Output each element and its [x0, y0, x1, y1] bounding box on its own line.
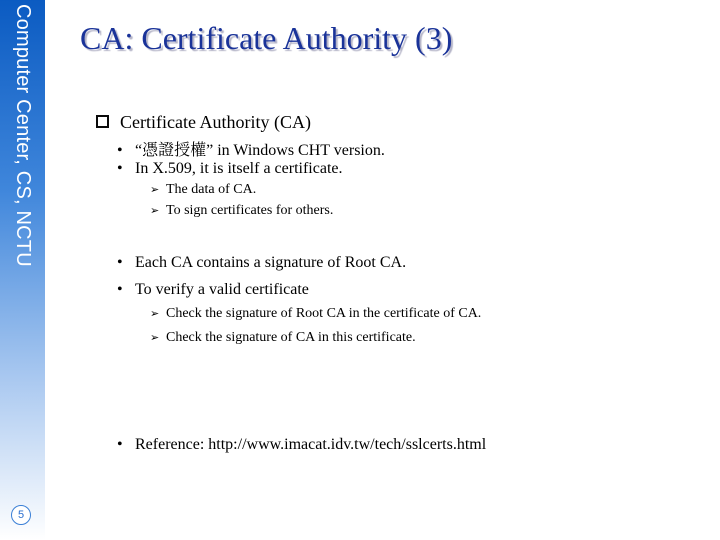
list-item	[117, 160, 342, 178]
arrow-bullet-icon: ➢	[150, 183, 160, 196]
sidebar-text: Computer Center, CS, NCTU	[12, 4, 34, 267]
list-item-text: “憑證授權” in Windows CHT version.	[135, 142, 385, 159]
list-item	[117, 436, 486, 454]
sub-list-item-text: Check the signature of Root CA in the certificate of CA.	[166, 306, 482, 321]
sub-list-item-text: The data of CA.	[166, 182, 257, 197]
section-heading-row	[96, 112, 311, 133]
section-heading: Certificate Authority (CA)	[120, 112, 311, 132]
bullet-icon: •	[117, 160, 123, 177]
arrow-bullet-icon: ➢	[150, 307, 160, 320]
list-item-text: To verify a valid certificate	[135, 281, 309, 298]
sub-list-item	[150, 182, 256, 198]
checkbox-bullet-icon	[96, 115, 109, 128]
bullet-icon: •	[117, 254, 123, 271]
slide-title: CA: Certificate Authority (3)	[80, 20, 453, 56]
list-item-text: Each CA contains a signature of Root CA.	[135, 254, 407, 271]
sub-list-item	[150, 306, 481, 322]
reference-text: Reference: http://www.imacat.idv.tw/tech/sslcerts.html	[135, 436, 487, 453]
bullet-icon: •	[117, 281, 123, 298]
list-item-text: In X.509, it is itself a certificate.	[135, 160, 343, 177]
arrow-bullet-icon: ➢	[150, 204, 160, 217]
bullet-icon: •	[117, 142, 123, 159]
sidebar-band	[0, 0, 45, 540]
sub-list-item	[150, 330, 416, 346]
sub-list-item	[150, 203, 333, 219]
sub-list-item-text: Check the signature of CA in this certificate.	[166, 330, 416, 345]
sub-list-item-text: To sign certificates for others.	[166, 203, 334, 218]
arrow-bullet-icon: ➢	[150, 331, 160, 344]
list-item	[117, 281, 309, 299]
bullet-icon: •	[117, 436, 123, 453]
list-item	[117, 254, 406, 272]
list-item	[117, 137, 385, 160]
sidebar-label	[0, 0, 45, 300]
page-number: 5	[11, 505, 31, 525]
